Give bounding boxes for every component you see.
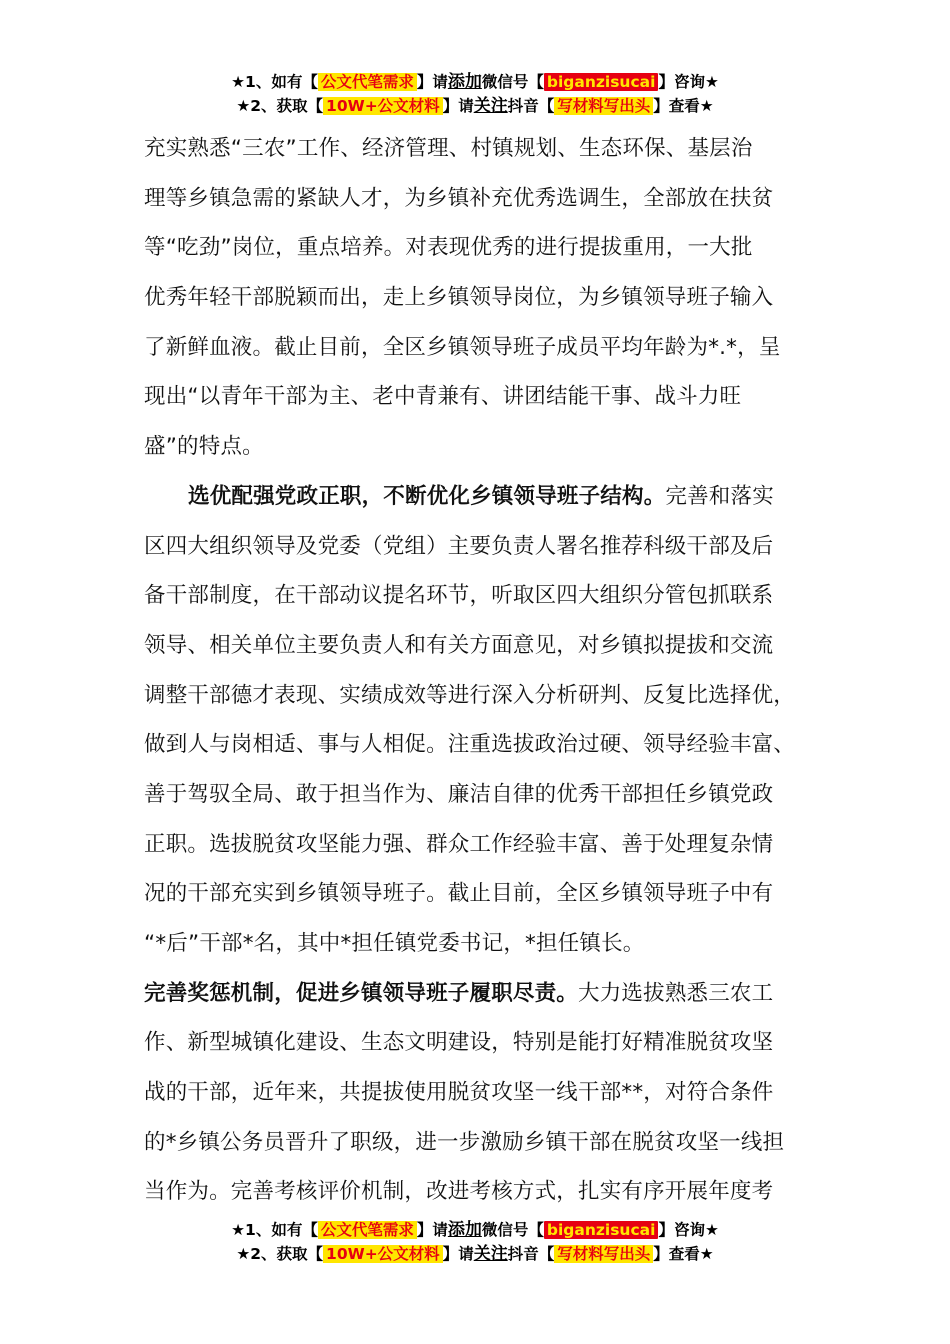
banner-text: 】请 xyxy=(442,97,474,115)
text-line: 正职。选拔脱贫攻坚能力强、群众工作经验丰富、善于处理复杂情 xyxy=(144,831,774,857)
text-line: 战的干部，近年来，共提拔使用脱贫攻坚一线干部**，对符合条件 xyxy=(144,1080,774,1106)
text-line: 作、新型城镇化建设、生态文明建设，特别是能打好精准脱贫攻坚 xyxy=(144,1030,774,1056)
banner-text: ★2、获取【 xyxy=(236,97,324,115)
text-line: 区四大组织领导及党委（党组）主要负责人署名推荐科级干部及后 xyxy=(144,533,774,559)
text-line: “*后”干部*名，其中*担任镇党委书记，*担任镇长。 xyxy=(144,931,645,956)
footer-banner xyxy=(0,1218,950,1266)
text-line: 调整干部德才表现、实绩成效等进行深入分析研判、反复比选择优， xyxy=(144,682,796,708)
banner-text: 】请 xyxy=(416,73,448,91)
banner-line-1 xyxy=(0,70,950,94)
highlight-douyin: 写材料写出头 xyxy=(554,97,653,115)
text-line: 等“吃劲”岗位，重点培养。对表现优秀的进行提拔重用，一大批 xyxy=(144,235,753,261)
text-line: 善于驾驭全局、敢于担当作为、廉洁自律的优秀干部担任乡镇党政 xyxy=(144,781,774,807)
text-line: 况的干部充实到乡镇领导班子。截止目前，全区乡镇领导班子中有 xyxy=(144,881,774,907)
highlight-service: 公文代笔需求 xyxy=(318,73,417,91)
banner-text: ★2、获取【 xyxy=(236,1245,324,1263)
paragraph-1 xyxy=(144,124,834,472)
text-line: 领导、相关单位主要负责人和有关方面意见，对乡镇拟提拔和交流 xyxy=(144,632,774,658)
text-line: 备干部制度，在干部动议提名环节，听取区四大组织分管包抓联系 xyxy=(144,583,774,609)
banner-text: 抖音【 xyxy=(507,97,555,115)
text-line xyxy=(144,472,834,522)
highlight-wechat-id: biganzisucai xyxy=(544,73,659,91)
paragraph-lead: 完善奖惩机制，促进乡镇领导班子履职尽责。 xyxy=(144,980,579,1006)
highlight-materials: 10W+公文材料 xyxy=(323,97,443,115)
banner-text: 】查看★ xyxy=(653,1245,714,1263)
banner-text: 】请 xyxy=(442,1245,474,1263)
text-line: 理等乡镇急需的紧缺人才，为乡镇补充优秀选调生，全部放在扶贫 xyxy=(144,185,774,211)
banner-text: 微信号【 xyxy=(481,73,544,91)
text-line: 现出“以青年干部为主、老中青兼有、讲团结能干事、战斗力旺 xyxy=(144,384,742,410)
text-line xyxy=(144,969,834,1019)
banner-text: ★1、如有【 xyxy=(231,73,318,91)
banner-text: ★1、如有【 xyxy=(231,1221,318,1239)
emphasis-follow: 关注 xyxy=(473,1244,508,1264)
text-line: 盛”的特点。 xyxy=(144,434,264,460)
text-line: 当作为。完善考核评价机制，改进考核方式，扎实有序开展年度考 xyxy=(144,1179,774,1205)
banner-line-2 xyxy=(0,1242,950,1266)
text-line: 做到人与岗相适、事与人相促。注重选拔政治过硬、领导经验丰富、 xyxy=(144,732,796,758)
paragraph-lead: 选优配强党政正职，不断优化乡镇领导班子结构。 xyxy=(188,483,666,509)
banner-line-2 xyxy=(0,94,950,118)
banner-text: 】咨询★ xyxy=(658,1221,719,1239)
paragraph-2 xyxy=(144,472,834,969)
emphasis-add: 添加 xyxy=(447,72,482,92)
text-line: 优秀年轻干部脱颖而出，走上乡镇领导岗位，为乡镇领导班子输入 xyxy=(144,285,774,311)
text-span: 大力选拔熟悉三农工 xyxy=(578,980,774,1006)
paragraph-3 xyxy=(144,969,834,1217)
emphasis-add: 添加 xyxy=(447,1220,482,1240)
highlight-douyin: 写材料写出头 xyxy=(554,1245,653,1263)
text-line: 的*乡镇公务员晋升了职级，进一步激励乡镇干部在脱贫攻坚一线担 xyxy=(144,1129,785,1155)
text-span: 完善和落实 xyxy=(665,483,774,509)
banner-text: 】咨询★ xyxy=(658,73,719,91)
banner-text: 】查看★ xyxy=(653,97,714,115)
highlight-service: 公文代笔需求 xyxy=(318,1221,417,1239)
emphasis-follow: 关注 xyxy=(473,96,508,116)
document-body xyxy=(144,124,834,1217)
banner-text: 】请 xyxy=(416,1221,448,1239)
header-banner xyxy=(0,70,950,118)
banner-line-1 xyxy=(0,1218,950,1242)
text-line: 了新鲜血液。截止目前，全区乡镇领导班子成员平均年龄为*.*，呈 xyxy=(144,334,781,360)
text-line: 充实熟悉“三农”工作、经济管理、村镇规划、生态环保、基层治 xyxy=(144,136,753,161)
highlight-wechat-id: biganzisucai xyxy=(544,1221,659,1239)
highlight-materials: 10W+公文材料 xyxy=(323,1245,443,1263)
banner-text: 抖音【 xyxy=(507,1245,555,1263)
banner-text: 微信号【 xyxy=(481,1221,544,1239)
